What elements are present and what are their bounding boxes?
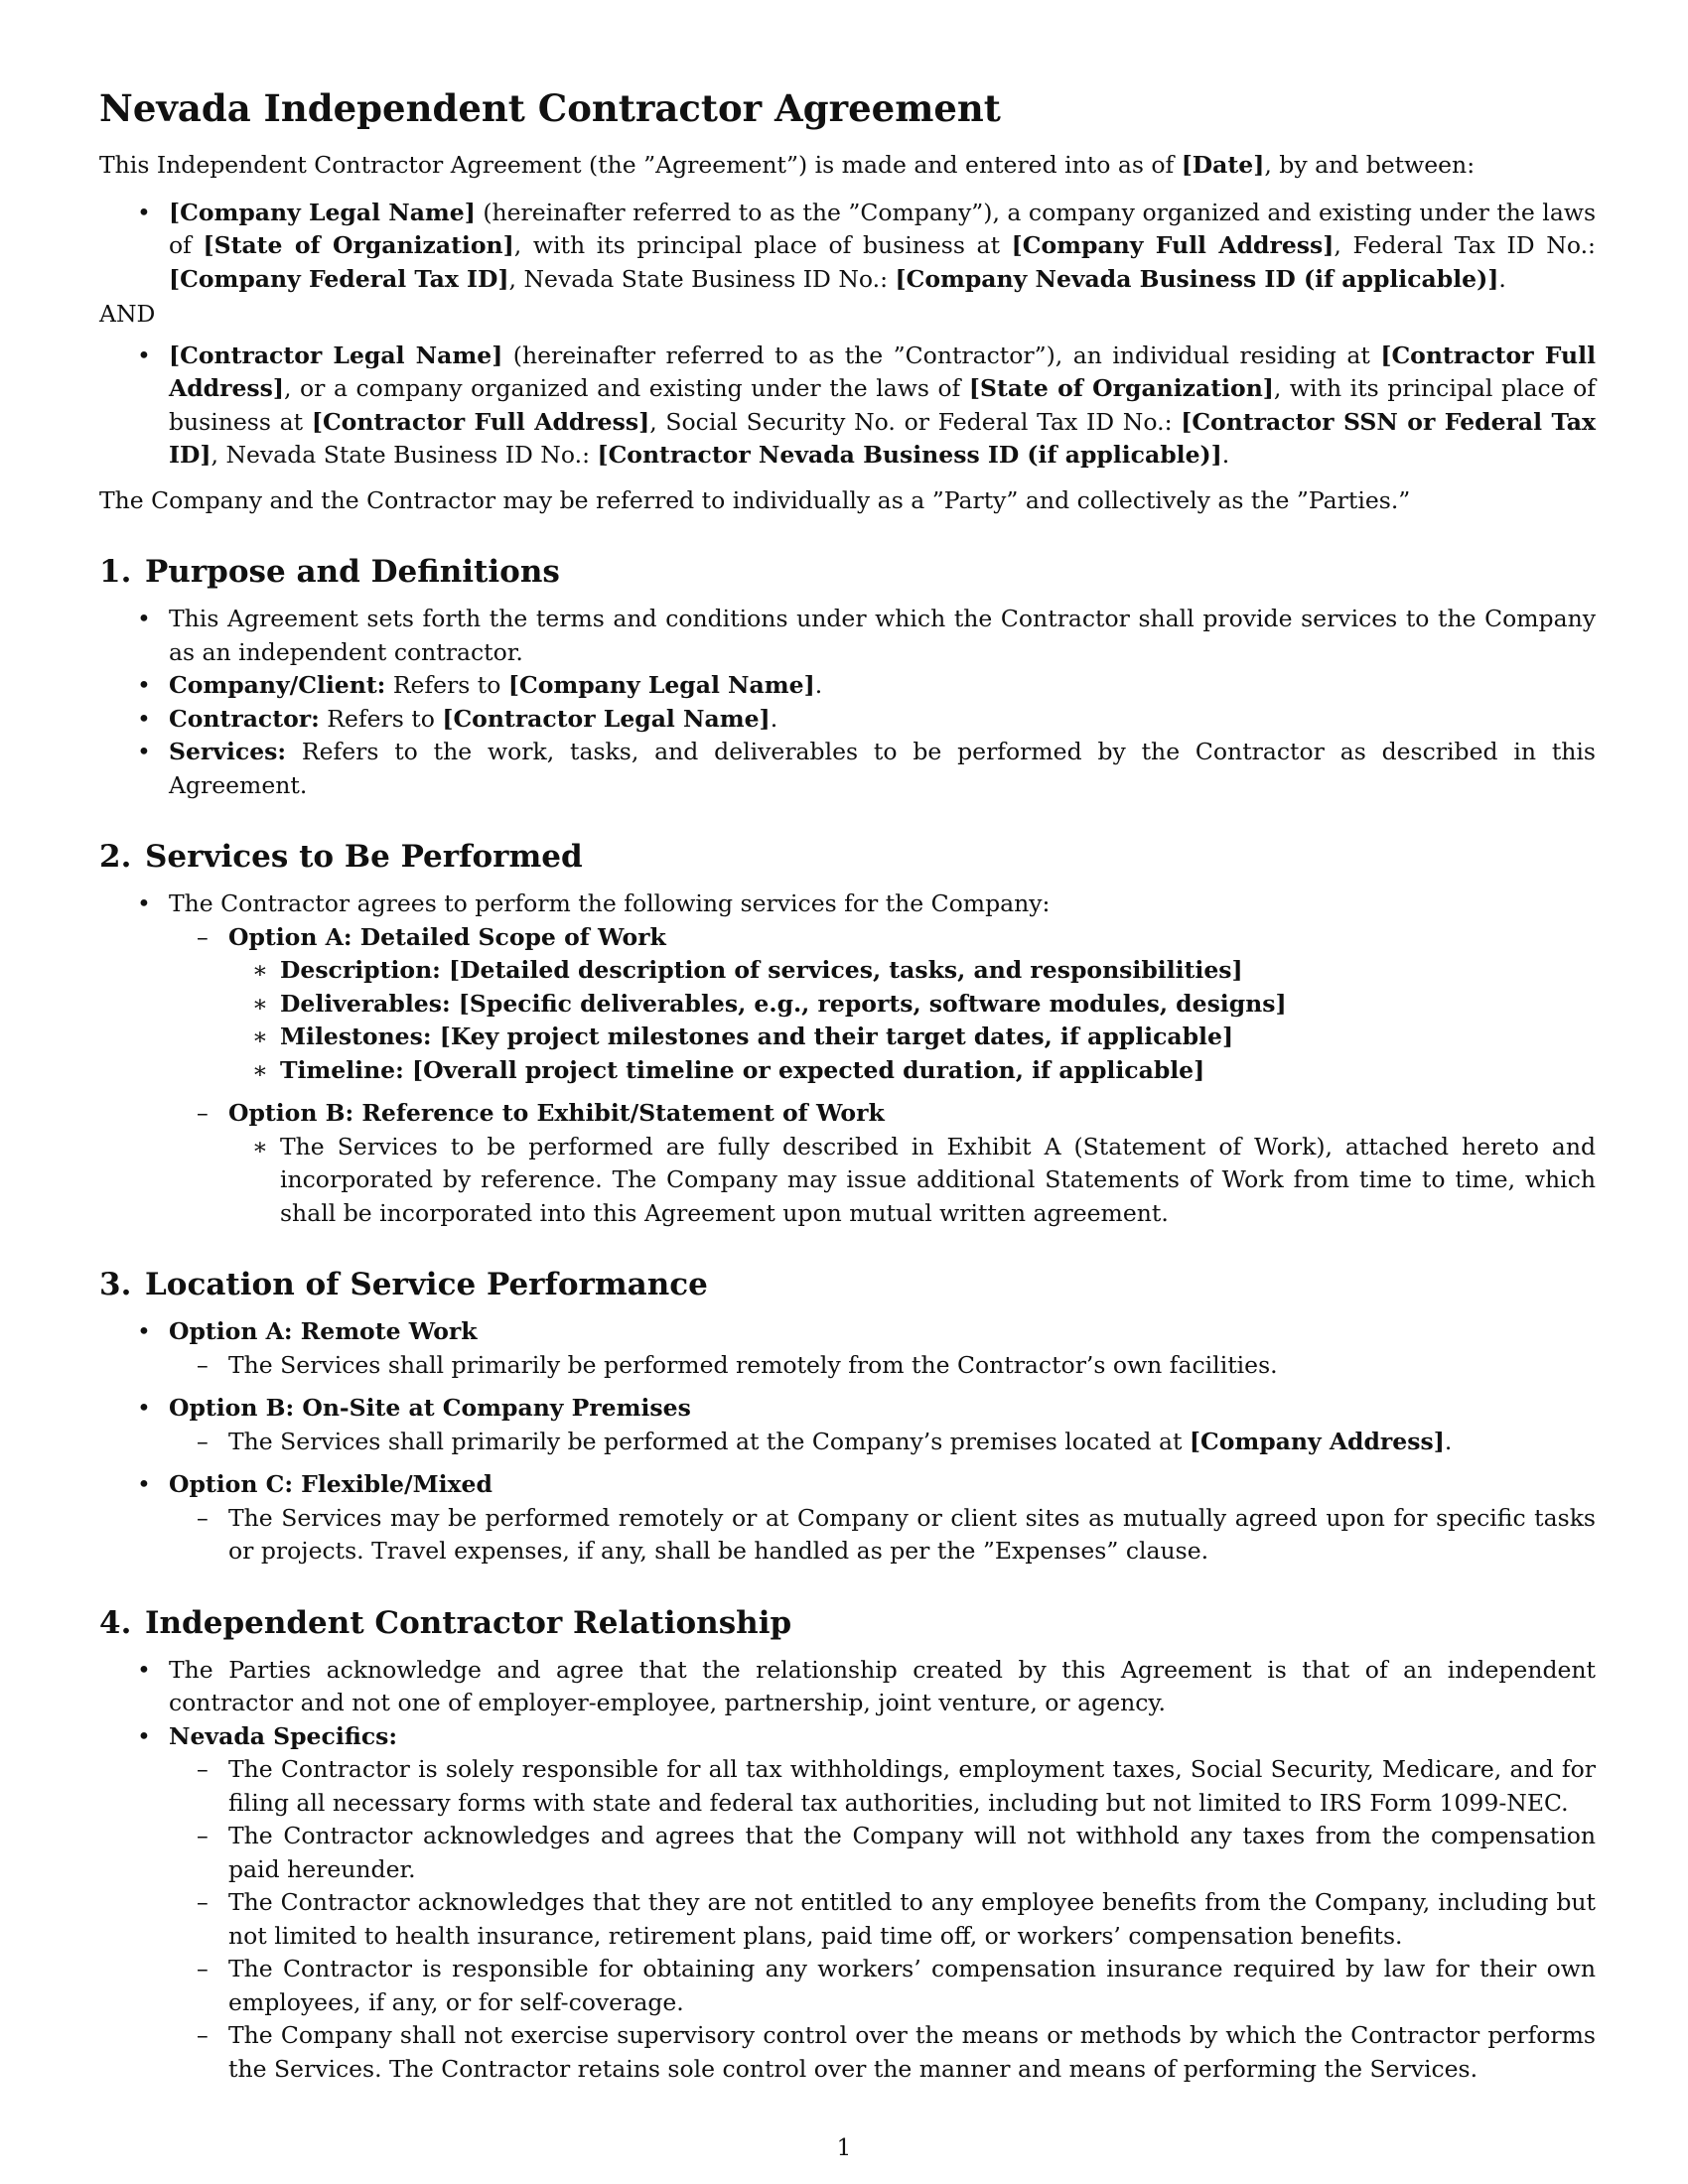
option-label: Option A: Detailed Scope of Work xyxy=(228,922,666,951)
option-detail-list xyxy=(169,1502,1596,1569)
section-4-heading xyxy=(99,1602,1596,1644)
term-label: Services: xyxy=(169,738,287,765)
and-separator: AND xyxy=(99,300,156,328)
nevada-specific-item: – The Contractor is responsible for obtaining any workers’ compensation insurance required by law for their own employees, if any, or for self-coverage. xyxy=(169,1953,1596,2019)
list-item-text: The Contractor agrees to perform the following services for the Company: xyxy=(169,889,1051,917)
company-address-placeholder: [Company Full Address] xyxy=(1011,231,1335,259)
text-run: (hereinafter referred to as the ”Company”), a company organized and existing under the laws of xyxy=(169,198,1596,259)
text-run: Refers to xyxy=(319,704,443,733)
document-body xyxy=(99,83,1596,2096)
list-item xyxy=(99,669,1596,703)
nevada-specifics-list xyxy=(169,1753,1596,2086)
list-item xyxy=(99,736,1596,802)
term-label: Contractor: xyxy=(169,704,320,733)
option-label: Option B: On-Site at Company Premises xyxy=(169,1394,691,1422)
option-item xyxy=(169,1097,1596,1230)
section-3-list xyxy=(99,1315,1596,1569)
contractor-nv-id-placeholder: [Contractor Nevada Business ID (if applicable)] xyxy=(597,441,1222,469)
contractor-address-placeholder: [Contractor Full Address] xyxy=(169,341,1596,402)
scope-item xyxy=(228,954,1596,988)
section-number: 1. xyxy=(99,554,132,590)
exhibit-list xyxy=(228,1131,1596,1231)
text-run: . xyxy=(1221,441,1230,469)
text-run: . xyxy=(770,704,778,733)
section-title: Services to Be Performed xyxy=(145,839,583,875)
section-1-list xyxy=(99,603,1596,802)
page-number: 1 xyxy=(836,2135,852,2161)
nevada-specific-item: – The Contractor acknowledges and agrees that the Company will not withhold any taxes from the compensation paid hereunder. xyxy=(169,1820,1596,1886)
option-label: Option C: Flexible/Mixed xyxy=(169,1470,492,1498)
scope-item xyxy=(228,1021,1596,1054)
text-run: . xyxy=(1498,264,1506,293)
text-run: , Nevada State Business ID No.: xyxy=(508,264,896,293)
option-item xyxy=(99,1468,1596,1569)
text-run: The Services shall primarily be performed at the Company’s premises located at xyxy=(228,1427,1190,1455)
company-party-list xyxy=(99,197,1596,297)
section-1-heading xyxy=(99,551,1596,593)
intro-lead: This Independent Contractor Agreement (the ”Agreement”) is made and entered into as of xyxy=(99,151,1182,179)
text-run: , Social Security No. or Federal Tax ID No.: xyxy=(649,407,1182,436)
option-label: Option A: Remote Work xyxy=(169,1317,478,1345)
document-title: Nevada Independent Contractor Agreement xyxy=(99,86,1001,130)
company-party-item xyxy=(99,197,1596,297)
company-nv-id-placeholder: [Company Nevada Business ID (if applicable)] xyxy=(895,264,1499,293)
intro-paragraph xyxy=(99,149,1596,183)
exhibit-item: ∗ The Services to be performed are fully described in Exhibit A (Statement of Work), attached hereto and incorporated by reference. The Company may issue additional Statements of Work from time to time, which shall be incorporated into this Agreement upon mutual written agreement. xyxy=(228,1131,1596,1231)
option-item xyxy=(99,1392,1596,1458)
text-run: Timeline: [Overall project timeline or expected duration, if applicable] xyxy=(280,1055,1205,1084)
section-4-list xyxy=(99,1654,1596,2087)
section-2-heading xyxy=(99,836,1596,878)
scope-item xyxy=(228,988,1596,1022)
list-item xyxy=(99,1720,1596,2087)
term-label: Company/Client: xyxy=(169,671,386,699)
text-run: (hereinafter referred to as the ”Contractor”), an individual residing at xyxy=(502,341,1381,369)
section-title: Purpose and Definitions xyxy=(145,554,560,590)
intro-tail: , by and between: xyxy=(1264,151,1476,179)
nevada-specific-item: – The Contractor is solely responsible for all tax withholdings, employment taxes, Social Security, Medicare, and for filing all necessary forms with state and federal tax authorities, including but not limited to IRS Form 1099-NEC. xyxy=(169,1753,1596,1820)
company-tax-id-placeholder: [Company Federal Tax ID] xyxy=(169,264,509,293)
list-item: • This Agreement sets forth the terms and conditions under which the Contractor shall provide services to the Company as an independent contractor. xyxy=(99,603,1596,669)
contractor-tax-id-placeholder: [Contractor SSN or Federal Tax ID] xyxy=(169,407,1596,469)
company-state-placeholder: [State of Organization] xyxy=(203,231,514,259)
section-3-heading xyxy=(99,1264,1596,1305)
parties-sentence: The Company and the Contractor may be referred to individually as a ”Party” and collectively as the ”Parties.” xyxy=(99,485,1411,514)
text-run: , or a company organized and existing under the laws of xyxy=(284,374,969,402)
text-run: Refers to xyxy=(385,671,508,699)
text-run: Refers to the work, tasks, and deliverables to be performed by the Contractor as described in this Agreement. xyxy=(169,738,1596,799)
text-run: Description: [Detailed description of services, tasks, and responsibilities] xyxy=(280,956,1243,984)
option-item xyxy=(169,921,1596,1088)
option-detail xyxy=(169,1426,1596,1459)
contractor-party-item xyxy=(99,340,1596,473)
section-number: 2. xyxy=(99,839,132,875)
option-detail: – The Services shall primarily be performed remotely from the Contractor’s own facilities. xyxy=(169,1349,1596,1383)
text-run: , Federal Tax ID No.: xyxy=(1334,231,1596,259)
text-run: , with its principal place of business at xyxy=(169,374,1596,436)
section-number: 4. xyxy=(99,1604,132,1641)
option-label: Option B: Reference to Exhibit/Statement of Work xyxy=(228,1099,885,1127)
contractor-name-placeholder: [Contractor Legal Name] xyxy=(169,341,503,369)
options-list xyxy=(169,921,1596,1231)
nevada-specific-item: – The Company shall not exercise supervisory control over the means or methods by which the Contractor performs the Services. The Contractor retains sole control over the manner and means of performing the Services. xyxy=(169,2019,1596,2086)
contractor-party-list xyxy=(99,340,1596,473)
section-2-list xyxy=(99,887,1596,1230)
text-run: Milestones: [Key project milestones and their target dates, if applicable] xyxy=(280,1023,1234,1050)
scope-item xyxy=(228,1054,1596,1088)
list-item: • The Parties acknowledge and agree that the relationship created by this Agreement is that of an independent contractor and not one of employer-employee, partnership, joint venture, or agency. xyxy=(99,1654,1596,1720)
company-address-placeholder: [Company Address] xyxy=(1189,1427,1445,1455)
option-detail-list xyxy=(169,1349,1596,1383)
contractor-state-placeholder: [State of Organization] xyxy=(968,374,1274,402)
text-run: . xyxy=(1444,1427,1453,1455)
section-title: Independent Contractor Relationship xyxy=(145,1604,792,1641)
contractor-name-placeholder: [Contractor Legal Name] xyxy=(442,704,771,733)
nevada-specifics-label: Nevada Specifics: xyxy=(169,1721,398,1750)
text-run: , with its principal place of business at xyxy=(513,231,1012,259)
nevada-specific-item: – The Contractor acknowledges that they are not entitled to any employee benefits from the Company, including but not limited to health insurance, retirement plans, paid time off, or workers’ compensation benefits. xyxy=(169,1886,1596,1953)
text-run: . xyxy=(814,671,823,699)
option-detail-list xyxy=(169,1426,1596,1459)
option-detail: – The Services may be performed remotely or at Company or client sites as mutually agreed upon for specific tasks or projects. Travel expenses, if any, shall be handled as per the ”Expenses” clause. xyxy=(169,1502,1596,1569)
list-item xyxy=(99,703,1596,737)
company-name-placeholder: [Company Legal Name] xyxy=(507,671,815,699)
scope-list xyxy=(228,954,1596,1087)
text-run: , Nevada State Business ID No.: xyxy=(211,441,598,469)
date-placeholder: [Date] xyxy=(1181,151,1265,179)
option-item xyxy=(99,1315,1596,1382)
contractor-business-address-placeholder: [Contractor Full Address] xyxy=(311,407,650,436)
section-number: 3. xyxy=(99,1267,132,1302)
list-item xyxy=(99,887,1596,1230)
text-run: Deliverables: [Specific deliverables, e.g., reports, software modules, designs] xyxy=(280,989,1287,1018)
company-name-placeholder: [Company Legal Name] xyxy=(169,198,476,226)
section-title: Location of Service Performance xyxy=(145,1267,708,1302)
